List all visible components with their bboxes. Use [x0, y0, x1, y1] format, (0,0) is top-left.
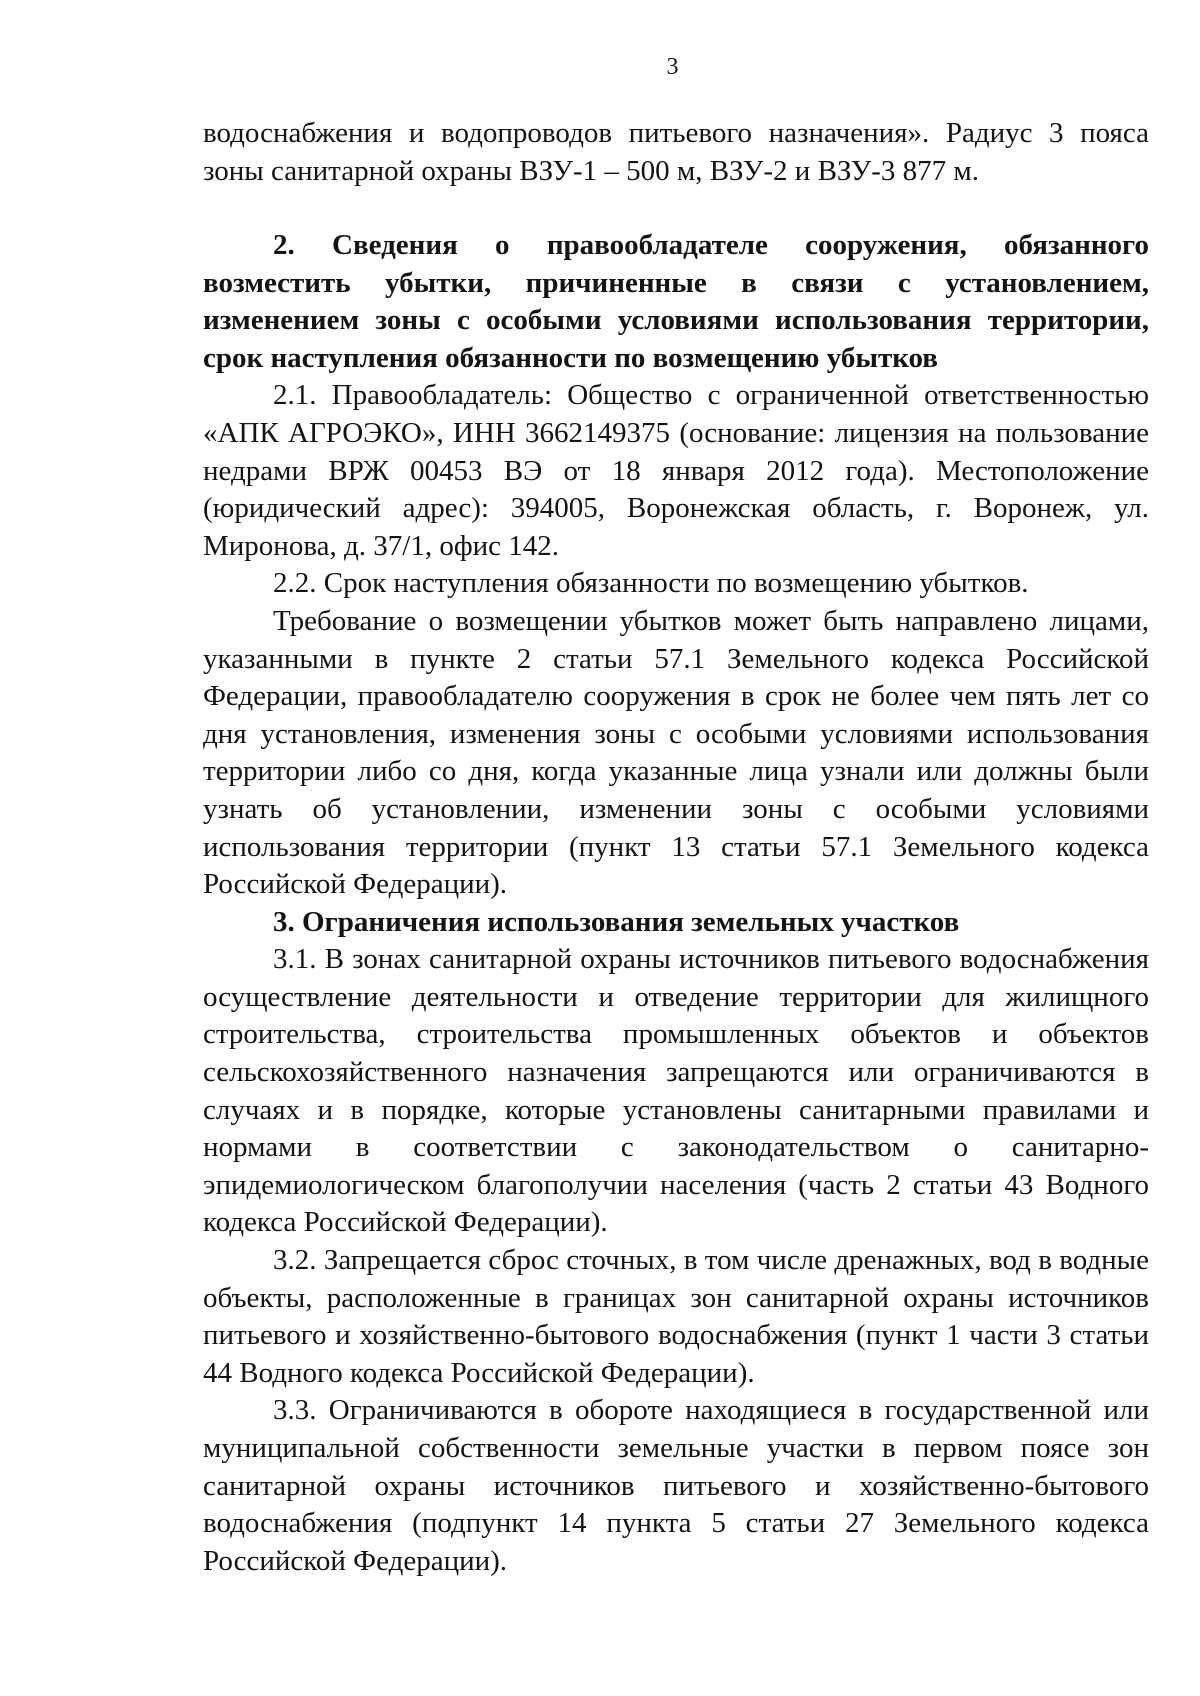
section-3-3-paragraph: 3.3. Ограничиваются в обороте находящиеся в государственной или муниципальной собственности земельные участки в первом поясе зон санитарной охраны источников питьевого и хозяйственно-бытового водоснабжения (подпункт 14 пункта 5 статьи 27 Земельного кодекса Российской Федерации).: [203, 1394, 1149, 1577]
intro-block: [203, 115, 1149, 190]
intro-paragraph: водоснабжения и водопроводов питьевого назначения». Радиус 3 пояса зоны санитарной охраны ВЗУ-1 – 500 м, ВЗУ-2 и ВЗУ-3 877 м.: [203, 117, 1149, 187]
section-3-1-paragraph: 3.1. В зонах санитарной охраны источников питьевого водоснабжения осуществление деятельности и отведение территории для жилищного строительства, строительства промышленных объектов и объектов сельскохозяйственного назначения запрещаются или ограничиваются в случаях и в порядке, которые установлены санитарными правилами и нормами в соответствии с законодательством о санитарно-эпидемиологическом благополучии населения (часть 2 статьи 43 Водного кодекса Российской Федерации).: [203, 943, 1149, 1239]
section-3-2-paragraph: 3.2. Запрещается сброс сточных, в том числе дренажных, вод в водные объекты, расположенные в границах зон санитарной охраны источников питьевого и хозяйственно-бытового водоснабжения (пункт 1 части 3 статьи 44 Водного кодекса Российской Федерации).: [203, 1244, 1149, 1389]
section-2-2-paragraph: 2.2. Срок наступления обязанности по возмещению убытков.: [273, 567, 1029, 600]
main-body: [203, 227, 1149, 1580]
section-2-claim-paragraph: Требование о возмещении убытков может быть направлено лицами, указанными в пункте 2 статьи 57.1 Земельного кодекса Российской Федерации, правообладателю сооружения в срок не более чем пять лет со дня установления, изменения зоны с особыми условиями использования территории либо со дня, когда указанные лица узнали или должны были узнать об установлении, изменении зоны с особыми условиями использования территории (пункт 13 статьи 57.1 Земельного кодекса Российской Федерации).: [203, 604, 1149, 901]
section-3-heading: 3. Ограничения использования земельных участков: [273, 905, 960, 938]
section-2-1-paragraph: 2.1. Правообладатель: Общество с ограниченной ответственностью «АПК АГРОЭКО», ИНН 3662149375 (основание: лицензия на пользование недрами ВРЖ 00453 ВЭ от 18 января 2012 года). Местоположение (юридический адрес): 394005, Воронежская область, г. Воронеж, ул. Миронова, д. 37/1, офис 142.: [203, 379, 1149, 562]
page-number: 3: [666, 54, 679, 80]
section-2-heading: 2. Сведения о правообладателе сооружения, обязанного возместить убытки, причиненные в связи с установлением, изменением зоны с особыми условиями использования территории, срок наступления обязанности по возмещению убытков: [203, 229, 1149, 374]
